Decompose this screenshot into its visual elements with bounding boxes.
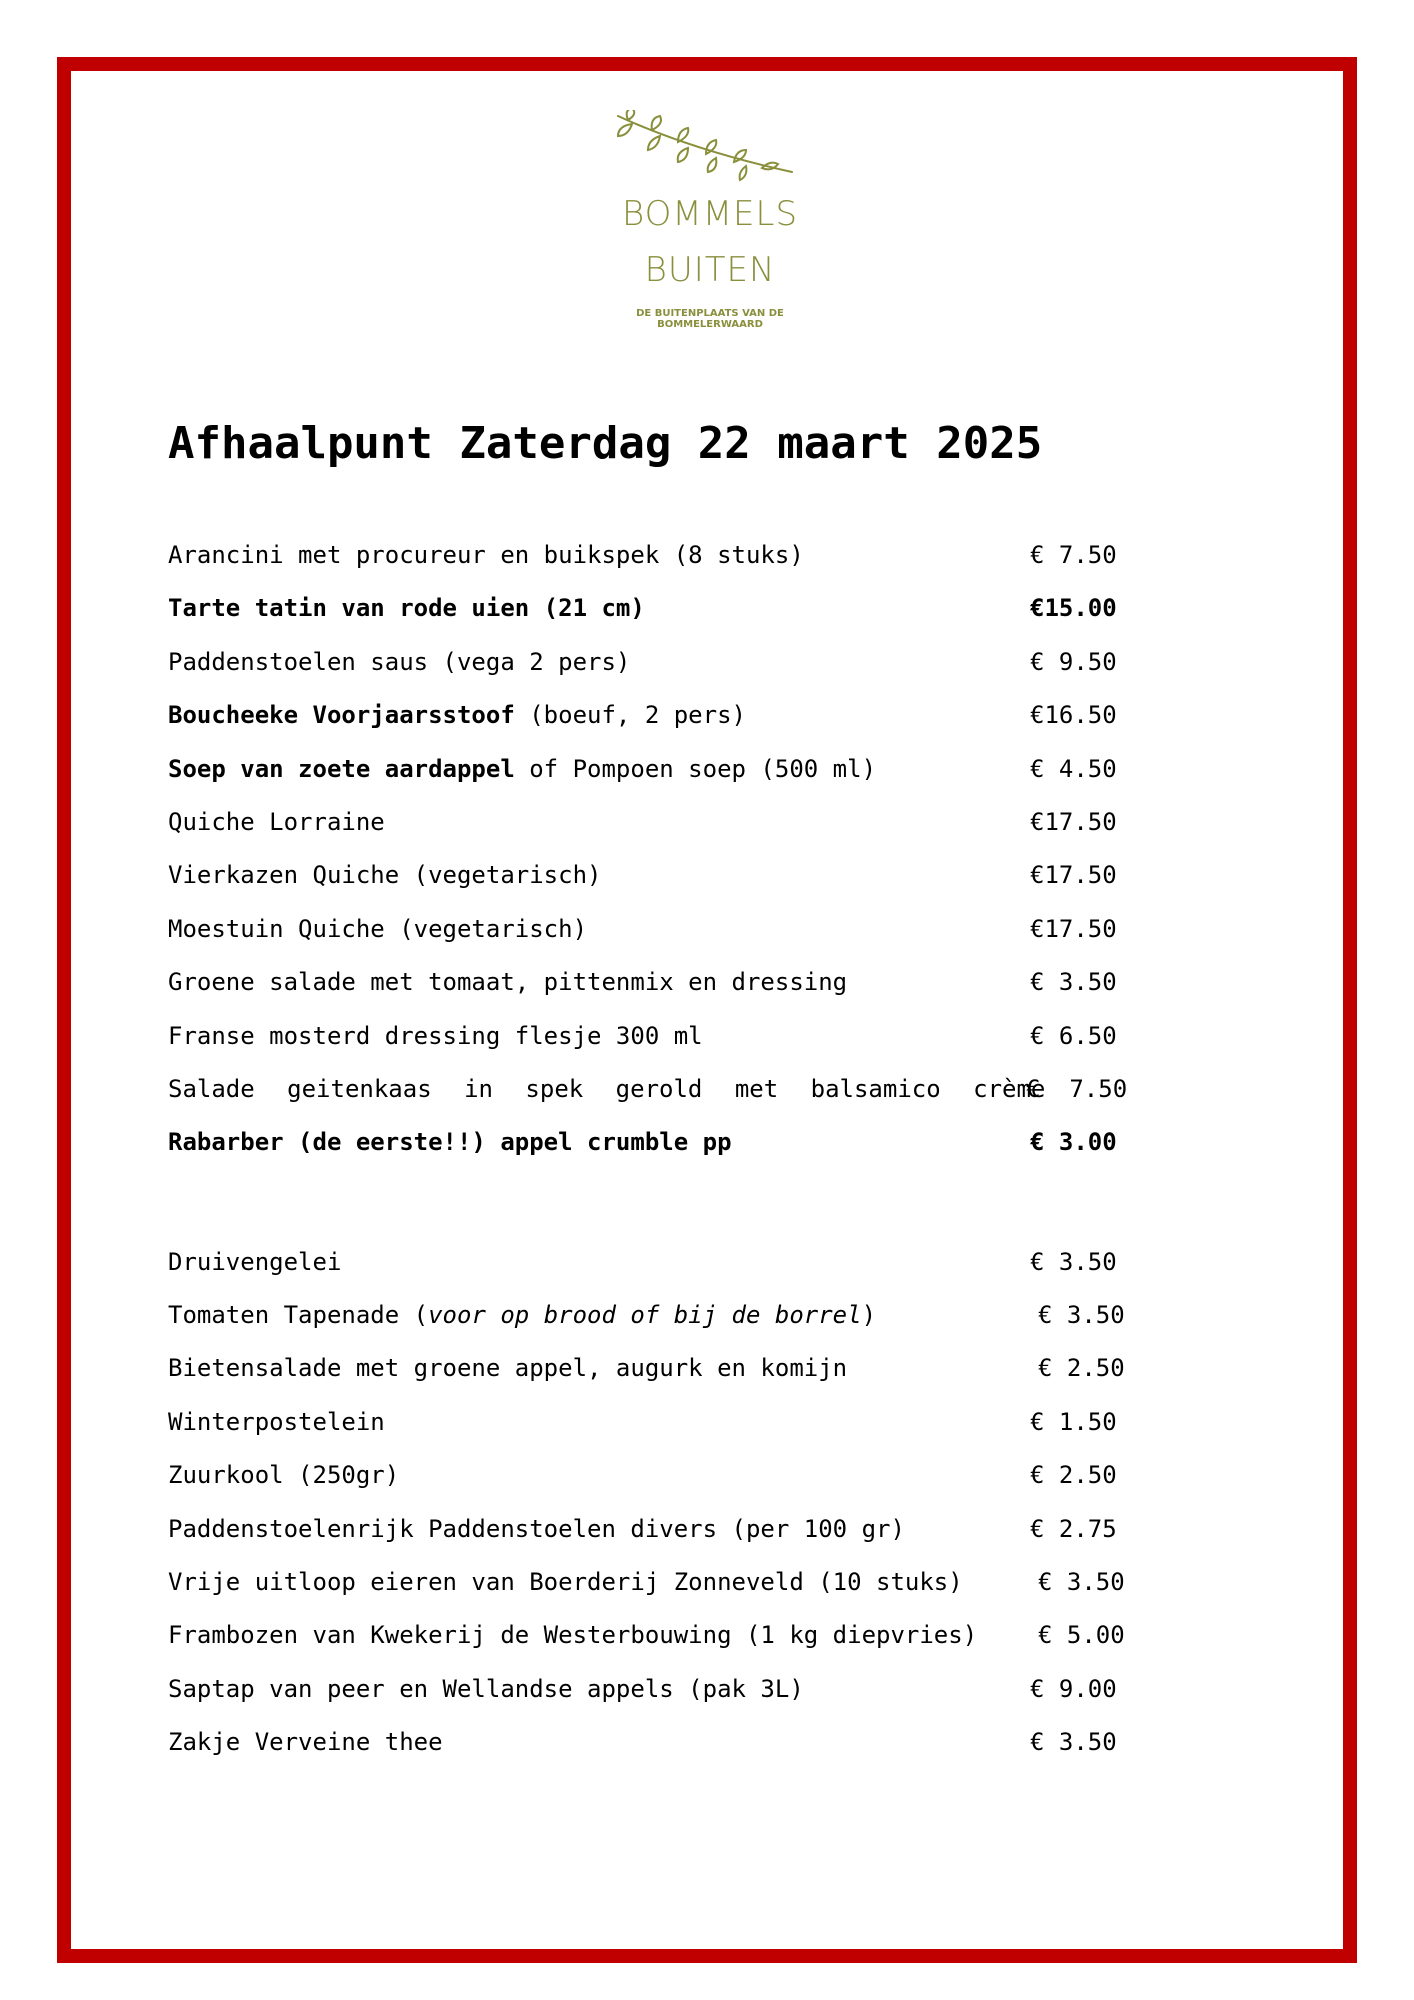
- logo-text-line1: BOMMELS: [621, 194, 799, 234]
- item-name: Quiche Lorraine: [168, 807, 385, 836]
- item-price: € 1.50: [1030, 1407, 1117, 1436]
- item-price: € 6.50: [1030, 1021, 1117, 1050]
- menu-item: [168, 1567, 1168, 1620]
- item-price: € 2.50: [1030, 1461, 1117, 1490]
- menu-item: [168, 807, 1168, 860]
- item-name: [168, 1300, 876, 1330]
- item-price: € 9.00: [1030, 1674, 1117, 1703]
- item-price: €16.50: [1030, 701, 1117, 730]
- menu-item: [168, 1407, 1168, 1460]
- menu-item: [168, 1021, 1168, 1074]
- section-spacer: [168, 1181, 1168, 1247]
- menu-item: [168, 1074, 1168, 1127]
- item-name-italic: voor op brood of bij de borrel: [428, 1301, 862, 1330]
- menu-item: [168, 1247, 1168, 1300]
- item-price: € 3.50: [1038, 1301, 1125, 1330]
- item-price: € 7.50: [1026, 1074, 1128, 1103]
- item-price: €17.50: [1030, 807, 1117, 836]
- menu-item: [168, 860, 1168, 913]
- item-name-pre: Tomaten Tapenade (: [168, 1301, 429, 1330]
- item-name: Vrije uitloop eieren van Boerderij Zonneveld (10 stuks): [168, 1568, 963, 1597]
- item-name: Moestuin Quiche (vegetarisch): [168, 914, 588, 943]
- menu-item: [168, 754, 1168, 807]
- item-name: Paddenstoelen saus (vega 2 pers): [168, 647, 631, 676]
- item-price: € 5.00: [1038, 1621, 1125, 1650]
- item-name: Druivengelei: [168, 1247, 342, 1276]
- page-title: Afhaalpunt Zaterdag 22 maart 2025: [168, 418, 1043, 469]
- item-name: Tarte tatin van rode uien (21 cm): [168, 594, 645, 623]
- item-name: Frambozen van Kwekerij de Westerbouwing (1 kg diepvries): [168, 1621, 978, 1650]
- item-price: € 3.50: [1038, 1568, 1125, 1597]
- menu-item: [168, 1674, 1168, 1727]
- item-name: Rabarber (de eerste!!) appel crumble pp: [168, 1128, 732, 1157]
- item-price: € 2.75: [1030, 1514, 1117, 1543]
- item-price: € 3.50: [1030, 968, 1117, 997]
- menu-list: [168, 540, 1168, 1781]
- menu-item: [168, 540, 1168, 593]
- menu-item: [168, 1300, 1168, 1353]
- menu-item: [168, 967, 1168, 1020]
- menu-item: [168, 914, 1168, 967]
- logo-text-line2: BUITEN: [644, 250, 776, 290]
- menu-item: [168, 1127, 1168, 1180]
- item-name: Bietensalade met groene appel, augurk en komijn: [168, 1354, 848, 1383]
- item-name: Franse mosterd dressing flesje 300 ml: [168, 1021, 703, 1050]
- item-name: Saptap van peer en Wellandse appels (pak 3L): [168, 1674, 804, 1703]
- item-name-bold: Boucheeke Voorjaarsstoof: [168, 701, 515, 730]
- item-price: € 4.50: [1030, 754, 1117, 783]
- item-name: Arancini met procureur en buikspek (8 stuks): [168, 541, 804, 569]
- item-price: € 2.50: [1038, 1354, 1125, 1383]
- item-name-bold: Soep van zoete aardappel: [168, 754, 515, 783]
- item-price: € 3.50: [1030, 1728, 1117, 1757]
- logo-tagline: DE BUITENPLAATS VAN DE BOMMELERWAARD: [636, 308, 784, 330]
- menu-item: [168, 1727, 1168, 1780]
- item-name: Winterpostelein: [168, 1407, 385, 1436]
- item-price: € 3.00: [1030, 1128, 1117, 1157]
- item-name: Vierkazen Quiche (vegetarisch): [168, 861, 602, 890]
- item-name: [168, 754, 876, 784]
- item-price: € 7.50: [1030, 541, 1117, 569]
- menu-item: [168, 647, 1168, 700]
- menu-item: [168, 700, 1168, 753]
- item-price: €15.00: [1030, 594, 1117, 623]
- item-price: € 9.50: [1030, 647, 1117, 676]
- item-name: [168, 700, 746, 730]
- brand-logo: [600, 110, 820, 330]
- item-price: € 3.50: [1030, 1247, 1117, 1276]
- item-name-rest: (boeuf, 2 pers): [514, 701, 746, 730]
- item-name-post: ): [861, 1301, 877, 1330]
- item-name: Groene salade met tomaat, pittenmix en dressing: [168, 968, 848, 997]
- item-price: €17.50: [1030, 914, 1117, 943]
- item-price: €17.50: [1030, 861, 1117, 890]
- item-name: Paddenstoelenrijk Paddenstoelen divers (per 100 gr): [168, 1514, 905, 1543]
- menu-item: [168, 1460, 1168, 1513]
- item-name: Zuurkool (250gr): [168, 1461, 400, 1490]
- item-name: Salade geitenkaas in spek gerold met balsamico crème: [168, 1074, 1046, 1103]
- olive-branch-icon: [612, 110, 808, 190]
- menu-item: [168, 1353, 1168, 1406]
- item-name: Zakje Verveine thee: [168, 1728, 443, 1757]
- item-name-rest: of Pompoen soep (500 ml): [514, 754, 877, 783]
- menu-item: [168, 1620, 1168, 1673]
- menu-item: [168, 1514, 1168, 1567]
- menu-item: [168, 593, 1168, 646]
